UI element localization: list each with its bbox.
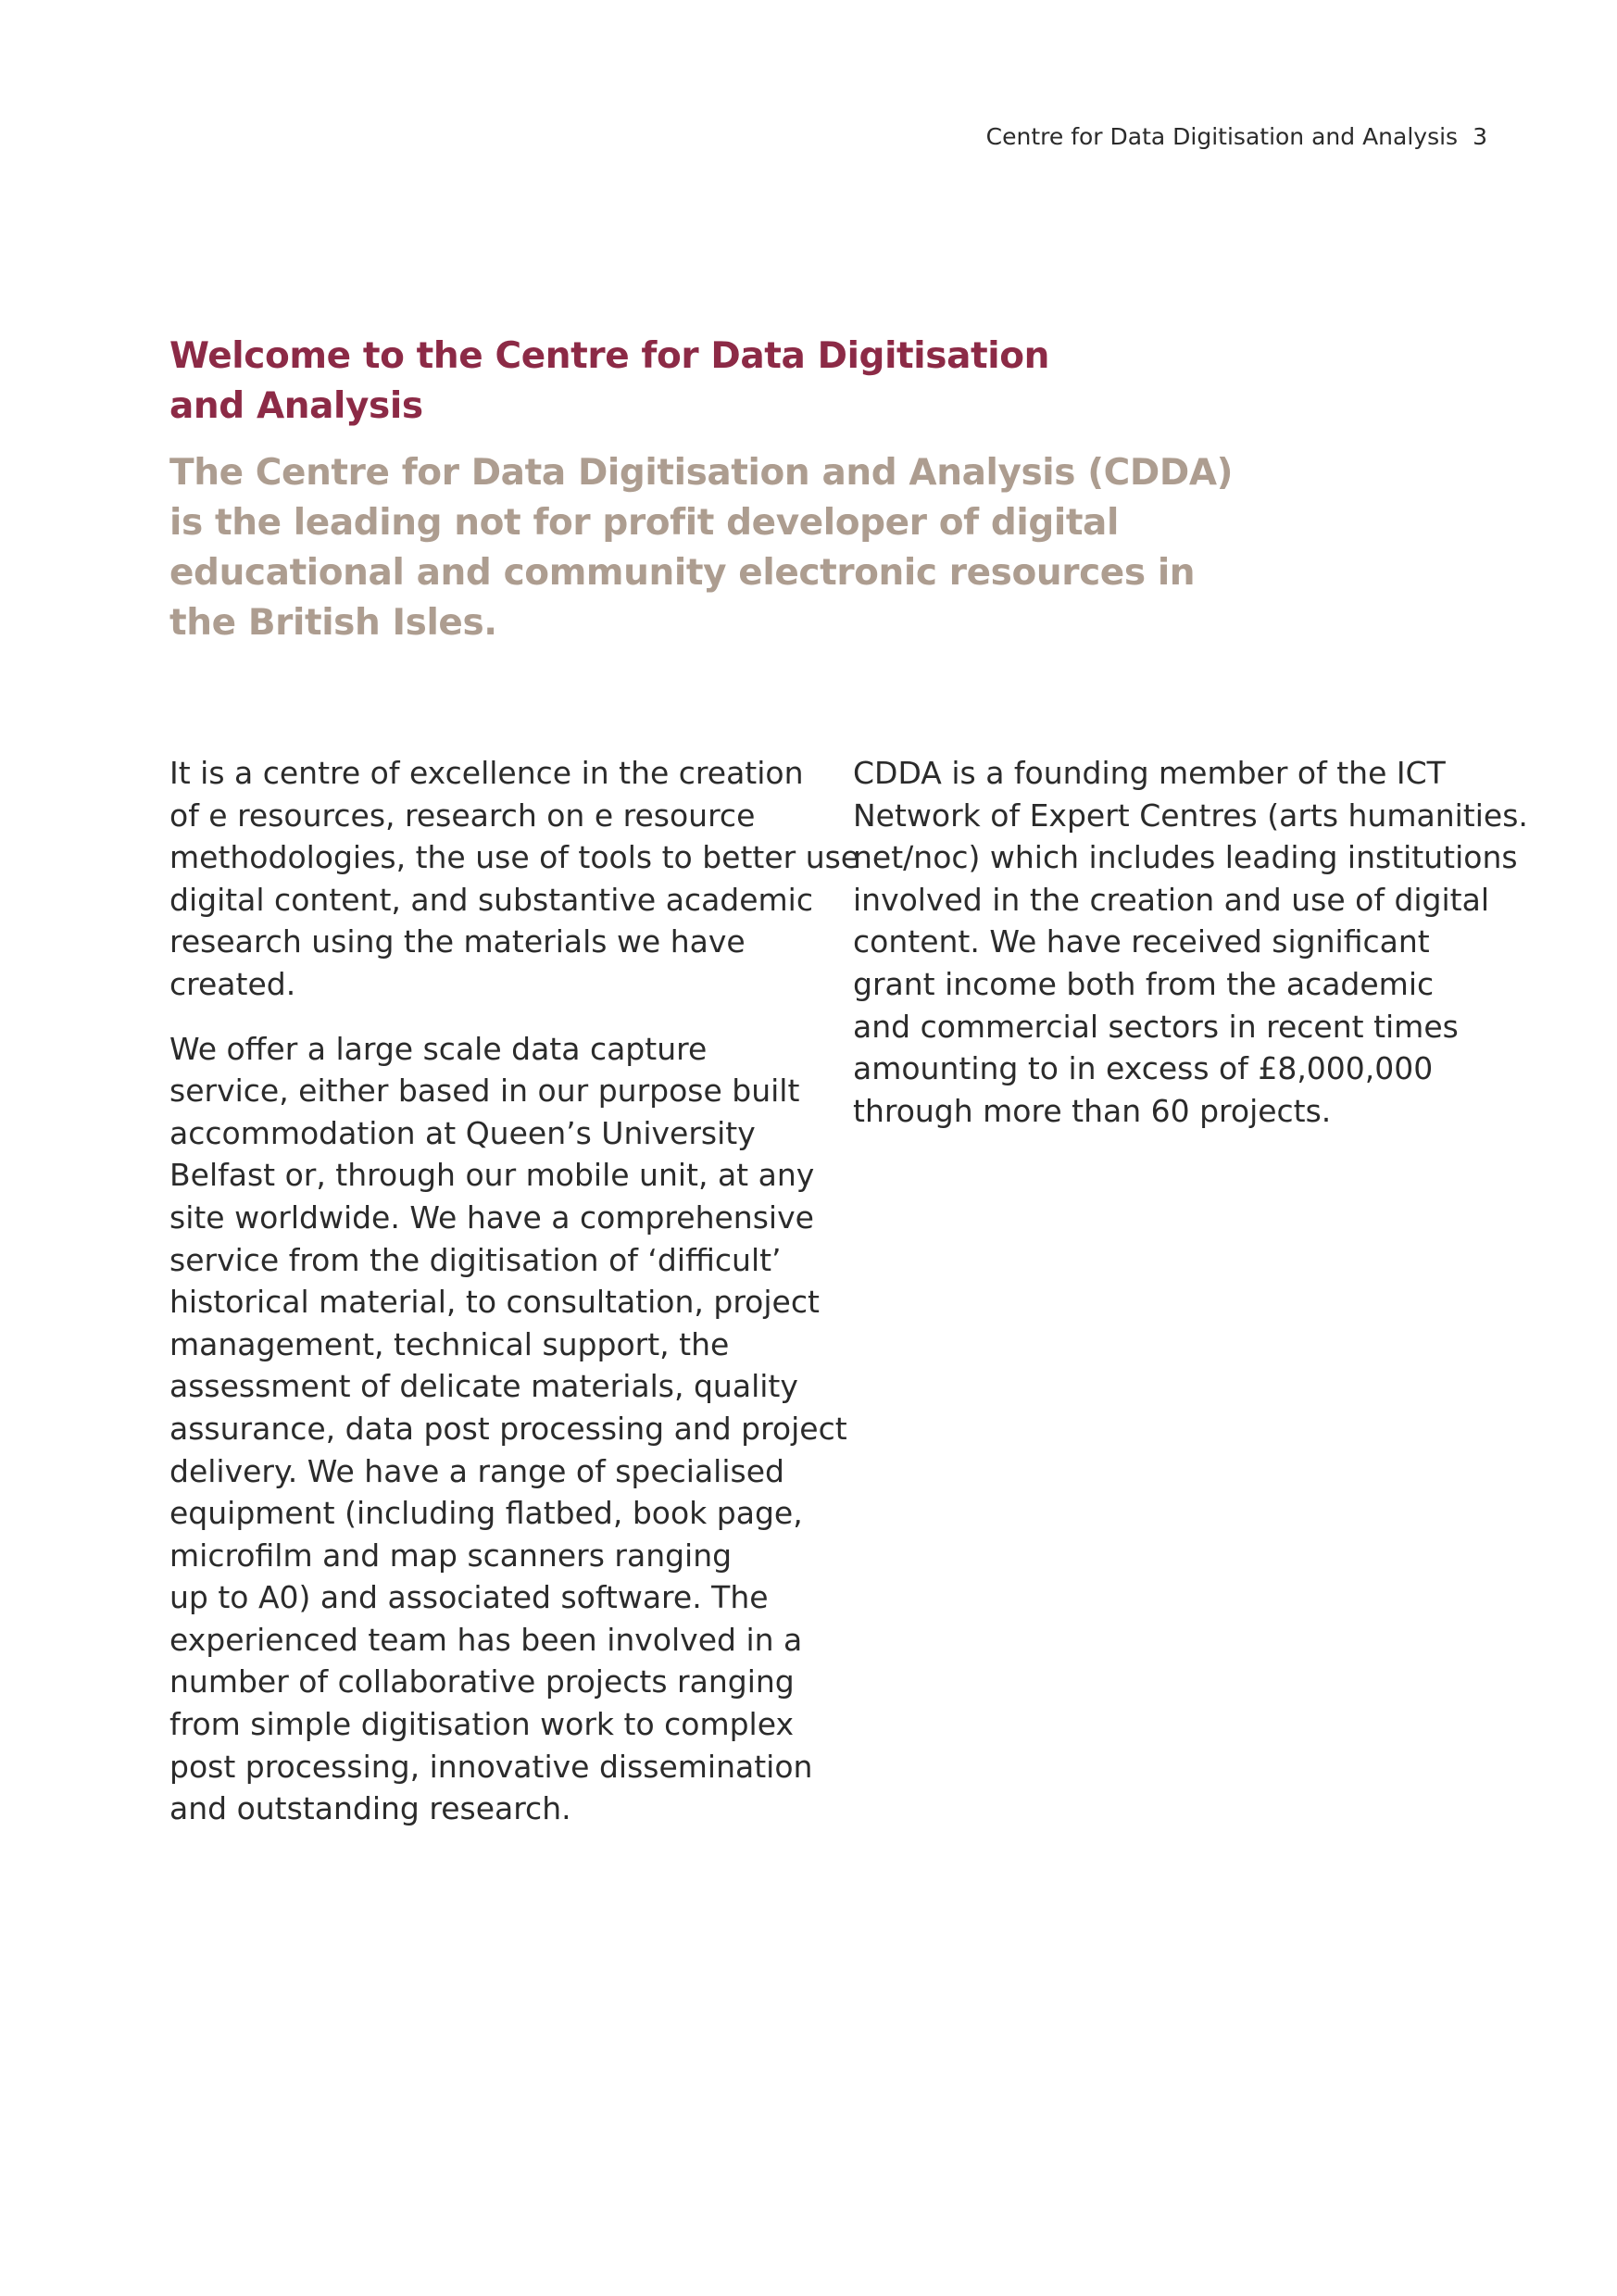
text-line: involved in the creation and use of digital (853, 881, 1490, 918)
left-column (169, 752, 860, 1830)
text-line: number of collaborative projects ranging (169, 1663, 795, 1700)
text-line: amounting to in excess of £8,000,000 (853, 1050, 1434, 1087)
paragraph-ict-network (853, 752, 1528, 1132)
text-line: accommodation at Queen’s University (169, 1114, 756, 1151)
text-line: content. We have received significant (853, 923, 1430, 960)
text-line: and outstanding research. (169, 1790, 571, 1827)
text-line: grant income both from the academic (853, 965, 1435, 1002)
text-line: management, technical support, the (169, 1325, 730, 1362)
text-line: and commercial sectors in recent times (853, 1008, 1459, 1045)
right-column (853, 752, 1528, 1132)
text-line: Network of Expert Centres (arts humanities. (853, 797, 1528, 834)
text-line: CDDA is a founding member of the ICT (853, 755, 1446, 791)
title-line: Welcome to the Centre for Data Digitisation (169, 335, 1049, 377)
text-line: We offer a large scale data capture (169, 1030, 708, 1067)
text-line: microfilm and map scanners ranging (169, 1537, 733, 1574)
lead-line: is the leading not for profit developer of digital (169, 502, 1119, 544)
text-line: service from the digitisation of ‘difficult’ (169, 1241, 782, 1278)
text-line: historical material, to consultation, project (169, 1284, 820, 1321)
text-line: post processing, innovative dissemination (169, 1748, 813, 1785)
lead-line: educational and community electronic resources in (169, 552, 1196, 594)
text-line: from simple digitisation work to complex (169, 1706, 794, 1743)
text-line: site worldwide. We have a comprehensive (169, 1198, 814, 1236)
text-line: research using the materials we have (169, 923, 746, 960)
text-line: equipment (including flatbed, book page, (169, 1495, 803, 1532)
lead-line: The Centre for Data Digitisation and Analysis (CDDA) (169, 452, 1234, 494)
text-line: delivery. We have a range of specialised (169, 1452, 784, 1489)
text-line: through more than 60 projects. (853, 1092, 1332, 1129)
page-number: 3 (1473, 123, 1487, 150)
text-line: of e resources, research on e resource (169, 797, 756, 834)
lead-line: the British Isles. (169, 602, 497, 644)
text-line: service, either based in our purpose built (169, 1073, 800, 1110)
running-header (986, 123, 1487, 150)
running-header-title: Centre for Data Digitisation and Analysis (985, 123, 1459, 150)
paragraph-centre-of-excellence (169, 752, 860, 1006)
lead-statement (169, 448, 1234, 648)
text-line: experienced team has been involved in a (169, 1621, 803, 1658)
text-line: assurance, data post processing and project (169, 1410, 847, 1447)
text-line: methodologies, the use of tools to better use (169, 839, 860, 876)
text-line: up to A0) and associated software. The (169, 1579, 769, 1616)
text-line: Belfast or, through our mobile unit, at any (169, 1157, 815, 1194)
text-line: net/noc) which includes leading institutions (853, 839, 1518, 876)
text-line: digital content, and substantive academic (169, 881, 813, 918)
title-line: and Analysis (169, 385, 423, 427)
page-title (169, 332, 1096, 432)
text-line: It is a centre of excellence in the creation (169, 755, 804, 791)
text-line: created. (169, 965, 296, 1002)
paragraph-data-capture-service (169, 1028, 847, 1830)
text-line: assessment of delicate materials, quality (169, 1368, 798, 1405)
